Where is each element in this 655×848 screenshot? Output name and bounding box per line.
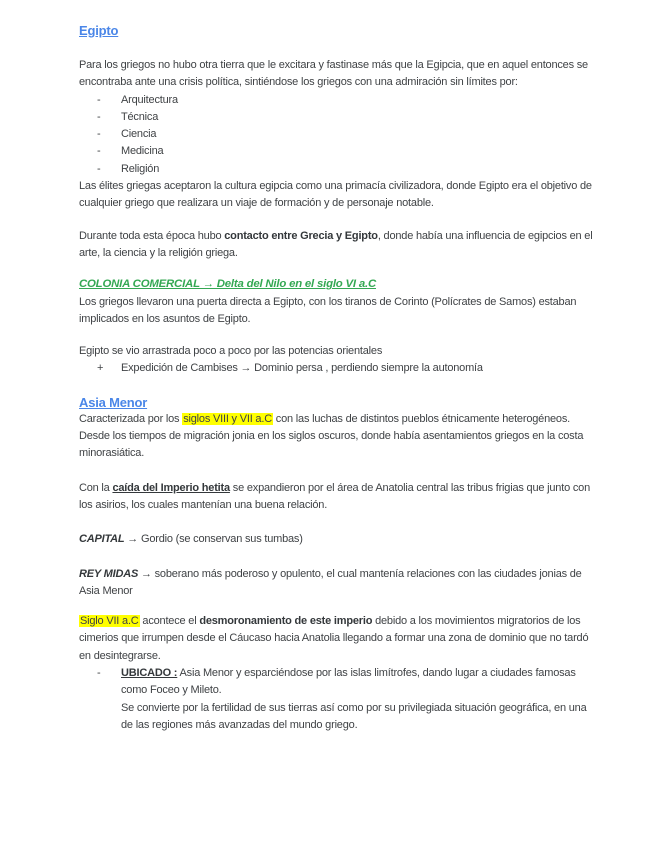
text-segment: Caracterizada por los bbox=[79, 412, 183, 425]
list-item-label: Medicina bbox=[121, 145, 164, 158]
highlight-segment: siglos VIII y VII a.C bbox=[183, 412, 272, 425]
list-item-religion bbox=[79, 161, 599, 178]
bullet-plus-icon: + bbox=[97, 362, 104, 375]
list-item-arquitectura bbox=[79, 92, 599, 109]
text-segment: Asia Menor y esparciéndose por las islas limítrofes, dando lugar a ciudades famosas como Foceo y Mileto. bbox=[121, 667, 576, 697]
bold-segment: contacto entre Grecia y Egipto bbox=[224, 229, 378, 242]
paragraph-contacto bbox=[79, 228, 599, 263]
text-segment: debido a los movimientos migratorios de los cimerios que irrumpen desde el Cáucaso hacia Anatolia llegando a formar una zona de dominio que no tardó en desintegrarse. bbox=[79, 615, 589, 662]
list-item-label bbox=[121, 665, 599, 700]
text-segment: → Gordio (se conservan sus tumbas) bbox=[124, 533, 303, 546]
paragraph-hetita bbox=[79, 480, 599, 515]
text-segment: , donde había una influencia de egipcios en el arte, la ciencia y la religión griega. bbox=[79, 229, 593, 259]
list-item-label: Religión bbox=[121, 162, 160, 175]
bullet-dash-icon: - bbox=[97, 162, 101, 175]
text-segment: → soberano más poderoso y opulento, el cual mantenía relaciones con las ciudades jonias de Asia Menor bbox=[79, 567, 582, 597]
list-item-expedicion-cambises bbox=[79, 360, 599, 377]
bold-underline-segment: UBICADO : bbox=[121, 667, 178, 680]
paragraph-siglo-vii bbox=[79, 613, 599, 665]
paragraph-caracterizada bbox=[79, 411, 599, 463]
paragraph-elites: Las élites griegas aceptaron la cultura egipcia como una primacía civilizadora, donde Egipto era el objetivo de cualquier griego que realizara un viaje de formación y de personaje notable. bbox=[79, 180, 592, 210]
text-segment: acontece el bbox=[139, 615, 200, 628]
bullet-dash-icon: - bbox=[97, 145, 101, 158]
highlight-segment: Siglo VII a.C bbox=[80, 615, 139, 628]
bullet-dash-icon: - bbox=[97, 93, 101, 106]
bullet-dash-icon: - bbox=[97, 667, 101, 680]
paragraph-egipto-intro: Para los griegos no hubo otra tierra que le excitara y fastinase más que la Egipcia, que en aquel entonces se encontraba ante una crisis política, sintiéndose los griegos con una admiración sin límites por: bbox=[79, 59, 588, 89]
term-segment: REY MIDAS bbox=[79, 567, 139, 580]
text-segment: con las luchas de distintos pueblos étnicamente heterogéneos. Desde los tiempos de migración jonia en los siglos oscuros, donde había asentamientos griegos en la costa minorasiática. bbox=[79, 412, 584, 460]
list-item-label: Técnica bbox=[121, 110, 159, 123]
paragraph-rey-midas bbox=[79, 566, 599, 601]
list-item-ubicado bbox=[79, 665, 599, 700]
paragraph-colonia: Los griegos llevaron una puerta directa a Egipto, con los tiranos de Corinto (Polícrates de Samos) estaban implicados en los asuntos de Egipto. bbox=[79, 295, 577, 325]
text-segment: se expandieron por el área de Anatolia central las tribus frigias que junto con los asirios, los cuales mantenían una buena relación. bbox=[79, 481, 590, 511]
heading-asia-menor[interactable]: Asia Menor bbox=[79, 394, 148, 410]
term-segment: CAPITAL bbox=[79, 533, 125, 546]
paragraph-potencias: Egipto se vio arrastrada poco a poco por las potencias orientales bbox=[79, 345, 383, 358]
heading-colonia-comercial: COLONIA COMERCIAL → Delta del Nilo en el siglo VI a.C bbox=[79, 278, 376, 291]
paragraph-ubicado-continuation: Se convierte por la fertilidad de sus tierras así como por su privilegiada situación geográfica, en una de las regiones más avanzadas del mundo griego. bbox=[121, 701, 587, 731]
bullet-dash-icon: - bbox=[97, 128, 101, 141]
list-item-tecnica bbox=[79, 109, 599, 126]
bold-segment: desmoronamiento de este imperio bbox=[199, 615, 373, 628]
list-item-label: Expedición de Cambises → Dominio persa , perdiendo siempre la autonomía bbox=[121, 362, 483, 375]
paragraph-capital bbox=[79, 531, 599, 548]
list-item-label: Arquitectura bbox=[121, 93, 178, 106]
bold-underline-segment: caída del Imperio hetita bbox=[112, 481, 230, 494]
bullet-dash-icon: - bbox=[97, 110, 101, 123]
list-item-medicina bbox=[79, 143, 599, 160]
heading-egipto[interactable]: Egipto bbox=[79, 23, 119, 38]
list-item-label: Ciencia bbox=[121, 128, 157, 141]
text-segment: Durante toda esta época hubo bbox=[79, 229, 225, 242]
list-item-ciencia bbox=[79, 126, 599, 143]
text-segment: Con la bbox=[79, 481, 113, 494]
